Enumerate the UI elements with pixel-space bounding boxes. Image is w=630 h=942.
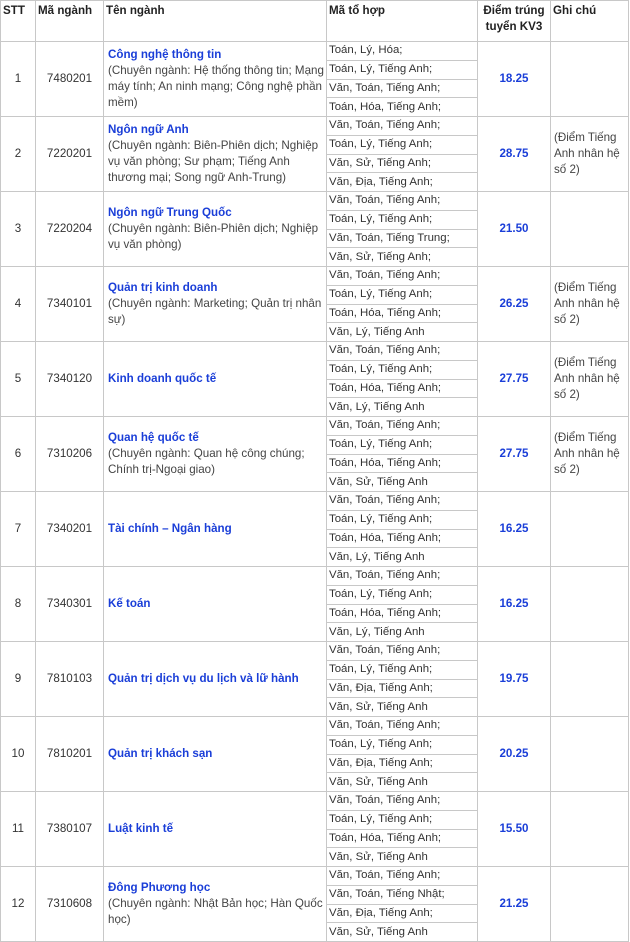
major-code: 7340301 <box>36 567 104 642</box>
subject-combination: Văn, Sử, Tiếng Anh <box>327 773 478 792</box>
major-title[interactable]: Quan hệ quốc tế <box>108 431 199 444</box>
row-number: 12 <box>1 867 36 942</box>
major-code: 7220201 <box>36 117 104 192</box>
subject-combination: Toán, Lý, Tiếng Anh; <box>327 285 478 304</box>
subject-combination: Văn, Toán, Tiếng Anh; <box>327 492 478 511</box>
note <box>551 567 629 642</box>
subject-combination: Toán, Lý, Tiếng Anh; <box>327 435 478 454</box>
row-number: 4 <box>1 267 36 342</box>
subject-combination: Văn, Toán, Tiếng Anh; <box>327 792 478 811</box>
major-title[interactable]: Kế toán <box>108 597 151 610</box>
table-row <box>1 267 629 286</box>
table-row <box>1 642 629 661</box>
major-title[interactable]: Công nghệ thông tin <box>108 48 222 61</box>
subject-combination: Văn, Toán, Tiếng Nhật; <box>327 885 478 904</box>
row-number: 9 <box>1 642 36 717</box>
row-number: 8 <box>1 567 36 642</box>
major-name-cell <box>104 642 327 717</box>
row-number: 3 <box>1 192 36 267</box>
admission-score: 16.25 <box>478 567 551 642</box>
subject-combination: Văn, Địa, Tiếng Anh; <box>327 904 478 923</box>
admission-score: 19.75 <box>478 642 551 717</box>
major-name-cell <box>104 192 327 267</box>
note <box>551 867 629 942</box>
subject-combination: Toán, Lý, Tiếng Anh; <box>327 360 478 379</box>
row-number: 2 <box>1 117 36 192</box>
subject-combination: Văn, Sử, Tiếng Anh <box>327 848 478 867</box>
major-name-cell <box>104 792 327 867</box>
header-row <box>1 1 629 42</box>
note <box>551 792 629 867</box>
subject-combination: Văn, Sử, Tiếng Anh; <box>327 248 478 267</box>
major-name-cell <box>104 417 327 492</box>
admission-score: 21.50 <box>478 192 551 267</box>
admission-score: 28.75 <box>478 117 551 192</box>
admission-score: 27.75 <box>478 342 551 417</box>
subject-combination: Toán, Lý, Tiếng Anh; <box>327 60 478 79</box>
subject-combination: Văn, Toán, Tiếng Anh; <box>327 117 478 136</box>
subject-combination: Văn, Toán, Tiếng Anh; <box>327 567 478 586</box>
major-code: 7310608 <box>36 867 104 942</box>
note <box>551 492 629 567</box>
subject-combination: Toán, Lý, Tiếng Anh; <box>327 510 478 529</box>
major-code: 7810103 <box>36 642 104 717</box>
note: (Điểm Tiếng Anh nhân hệ số 2) <box>551 417 629 492</box>
subject-combination: Toán, Hóa, Tiếng Anh; <box>327 604 478 623</box>
subject-combination: Toán, Lý, Tiếng Anh; <box>327 660 478 679</box>
note: (Điểm Tiếng Anh nhân hệ số 2) <box>551 267 629 342</box>
table-row <box>1 342 629 361</box>
subject-combination: Toán, Lý, Tiếng Anh; <box>327 135 478 154</box>
header-note: Ghi chú <box>551 1 629 42</box>
major-code: 7340120 <box>36 342 104 417</box>
header-score: Điểm trúng tuyển KV3 <box>478 1 551 42</box>
table-row <box>1 867 629 886</box>
major-name-cell <box>104 567 327 642</box>
major-title[interactable]: Kinh doanh quốc tế <box>108 372 217 385</box>
subject-combination: Văn, Địa, Tiếng Anh; <box>327 754 478 773</box>
major-title[interactable]: Đông Phương học <box>108 881 211 894</box>
note <box>551 192 629 267</box>
table-row <box>1 492 629 511</box>
subject-combination: Toán, Lý, Tiếng Anh; <box>327 585 478 604</box>
subject-combination: Toán, Hóa, Tiếng Anh; <box>327 379 478 398</box>
note: (Điểm Tiếng Anh nhân hệ số 2) <box>551 342 629 417</box>
note <box>551 642 629 717</box>
subject-combination: Văn, Toán, Tiếng Anh; <box>327 717 478 736</box>
major-name-cell <box>104 117 327 192</box>
row-number: 5 <box>1 342 36 417</box>
subject-combination: Toán, Hóa, Tiếng Anh; <box>327 529 478 548</box>
subject-combination: Văn, Lý, Tiếng Anh <box>327 548 478 567</box>
major-code: 7340201 <box>36 492 104 567</box>
subject-combination: Văn, Toán, Tiếng Anh; <box>327 79 478 98</box>
admission-score: 20.25 <box>478 717 551 792</box>
subject-combination: Toán, Hóa, Tiếng Anh; <box>327 829 478 848</box>
table-row <box>1 792 629 811</box>
major-title[interactable]: Luật kinh tế <box>108 822 174 835</box>
admission-score: 21.25 <box>478 867 551 942</box>
header-code: Mã ngành <box>36 1 104 42</box>
subject-combination: Văn, Toán, Tiếng Anh; <box>327 267 478 286</box>
header-combo: Mã tổ hợp <box>327 1 478 42</box>
table-row <box>1 42 629 61</box>
row-number: 1 <box>1 42 36 117</box>
table-row <box>1 567 629 586</box>
subject-combination: Văn, Toán, Tiếng Anh; <box>327 867 478 886</box>
major-title[interactable]: Quản trị khách sạn <box>108 747 213 760</box>
admission-score: 27.75 <box>478 417 551 492</box>
major-specializations: (Chuyên ngành: Quan hệ công chúng; Chính trị-Ngoại giao) <box>108 447 305 476</box>
subject-combination: Văn, Toán, Tiếng Anh; <box>327 342 478 361</box>
major-code: 7810201 <box>36 717 104 792</box>
major-code: 7480201 <box>36 42 104 117</box>
subject-combination: Văn, Toán, Tiếng Anh; <box>327 192 478 211</box>
subject-combination: Văn, Lý, Tiếng Anh <box>327 623 478 642</box>
major-specializations: (Chuyên ngành: Biên-Phiên dịch; Nghiệp vụ văn phòng; Sư phạm; Tiếng Anh thương mại; Song ngữ Anh-Trung) <box>108 139 319 184</box>
subject-combination: Toán, Lý, Tiếng Anh; <box>327 735 478 754</box>
major-specializations: (Chuyên ngành: Nhật Bản học; Hàn Quốc học) <box>108 897 323 926</box>
major-specializations: (Chuyên ngành: Hệ thống thông tin; Mạng máy tính; An ninh mạng; Công nghệ phần mềm) <box>108 64 324 109</box>
subject-combination: Toán, Lý, Tiếng Anh; <box>327 810 478 829</box>
subject-combination: Toán, Hóa, Tiếng Anh; <box>327 454 478 473</box>
admission-score: 26.25 <box>478 267 551 342</box>
note: (Điểm Tiếng Anh nhân hệ số 2) <box>551 117 629 192</box>
table-row <box>1 417 629 436</box>
subject-combination: Văn, Sử, Tiếng Anh <box>327 698 478 717</box>
table-row <box>1 117 629 136</box>
header-stt: STT <box>1 1 36 42</box>
major-specializations: (Chuyên ngành: Marketing; Quản trị nhân sự) <box>108 297 322 326</box>
subject-combination: Toán, Hóa, Tiếng Anh; <box>327 98 478 117</box>
subject-combination: Văn, Sử, Tiếng Anh; <box>327 154 478 173</box>
admission-score: 15.50 <box>478 792 551 867</box>
subject-combination: Văn, Lý, Tiếng Anh <box>327 323 478 342</box>
table-row <box>1 717 629 736</box>
major-name-cell <box>104 867 327 942</box>
row-number: 7 <box>1 492 36 567</box>
major-title[interactable]: Ngôn ngữ Anh <box>108 123 189 136</box>
major-code: 7310206 <box>36 417 104 492</box>
row-number: 6 <box>1 417 36 492</box>
major-name-cell <box>104 492 327 567</box>
subject-combination: Văn, Toán, Tiếng Anh; <box>327 642 478 661</box>
subject-combination: Văn, Lý, Tiếng Anh <box>327 398 478 417</box>
major-title[interactable]: Ngôn ngữ Trung Quốc <box>108 206 232 219</box>
row-number: 11 <box>1 792 36 867</box>
major-name-cell <box>104 42 327 117</box>
major-name-cell <box>104 342 327 417</box>
note <box>551 717 629 792</box>
subject-combination: Văn, Toán, Tiếng Trung; <box>327 229 478 248</box>
subject-combination: Văn, Địa, Tiếng Anh; <box>327 679 478 698</box>
table-row <box>1 192 629 211</box>
admission-score: 16.25 <box>478 492 551 567</box>
major-specializations: (Chuyên ngành: Biên-Phiên dịch; Nghiệp vụ văn phòng) <box>108 222 319 251</box>
subject-combination: Toán, Lý, Tiếng Anh; <box>327 210 478 229</box>
subject-combination: Toán, Lý, Hóa; <box>327 42 478 61</box>
major-code: 7380107 <box>36 792 104 867</box>
major-title[interactable]: Quản trị kinh doanh <box>108 281 218 294</box>
major-code: 7340101 <box>36 267 104 342</box>
major-title[interactable]: Quản trị dịch vụ du lịch và lữ hành <box>108 672 299 685</box>
row-number: 10 <box>1 717 36 792</box>
major-name-cell <box>104 267 327 342</box>
admission-score: 18.25 <box>478 42 551 117</box>
major-name-cell <box>104 717 327 792</box>
subject-combination: Văn, Sử, Tiếng Anh <box>327 473 478 492</box>
subject-combination: Toán, Hóa, Tiếng Anh; <box>327 304 478 323</box>
header-name: Tên ngành <box>104 1 327 42</box>
major-title[interactable]: Tài chính – Ngân hàng <box>108 522 232 535</box>
note <box>551 42 629 117</box>
subject-combination: Văn, Địa, Tiếng Anh; <box>327 173 478 192</box>
subject-combination: Văn, Sử, Tiếng Anh <box>327 923 478 942</box>
subject-combination: Văn, Toán, Tiếng Anh; <box>327 417 478 436</box>
major-code: 7220204 <box>36 192 104 267</box>
table-body <box>1 42 629 942</box>
